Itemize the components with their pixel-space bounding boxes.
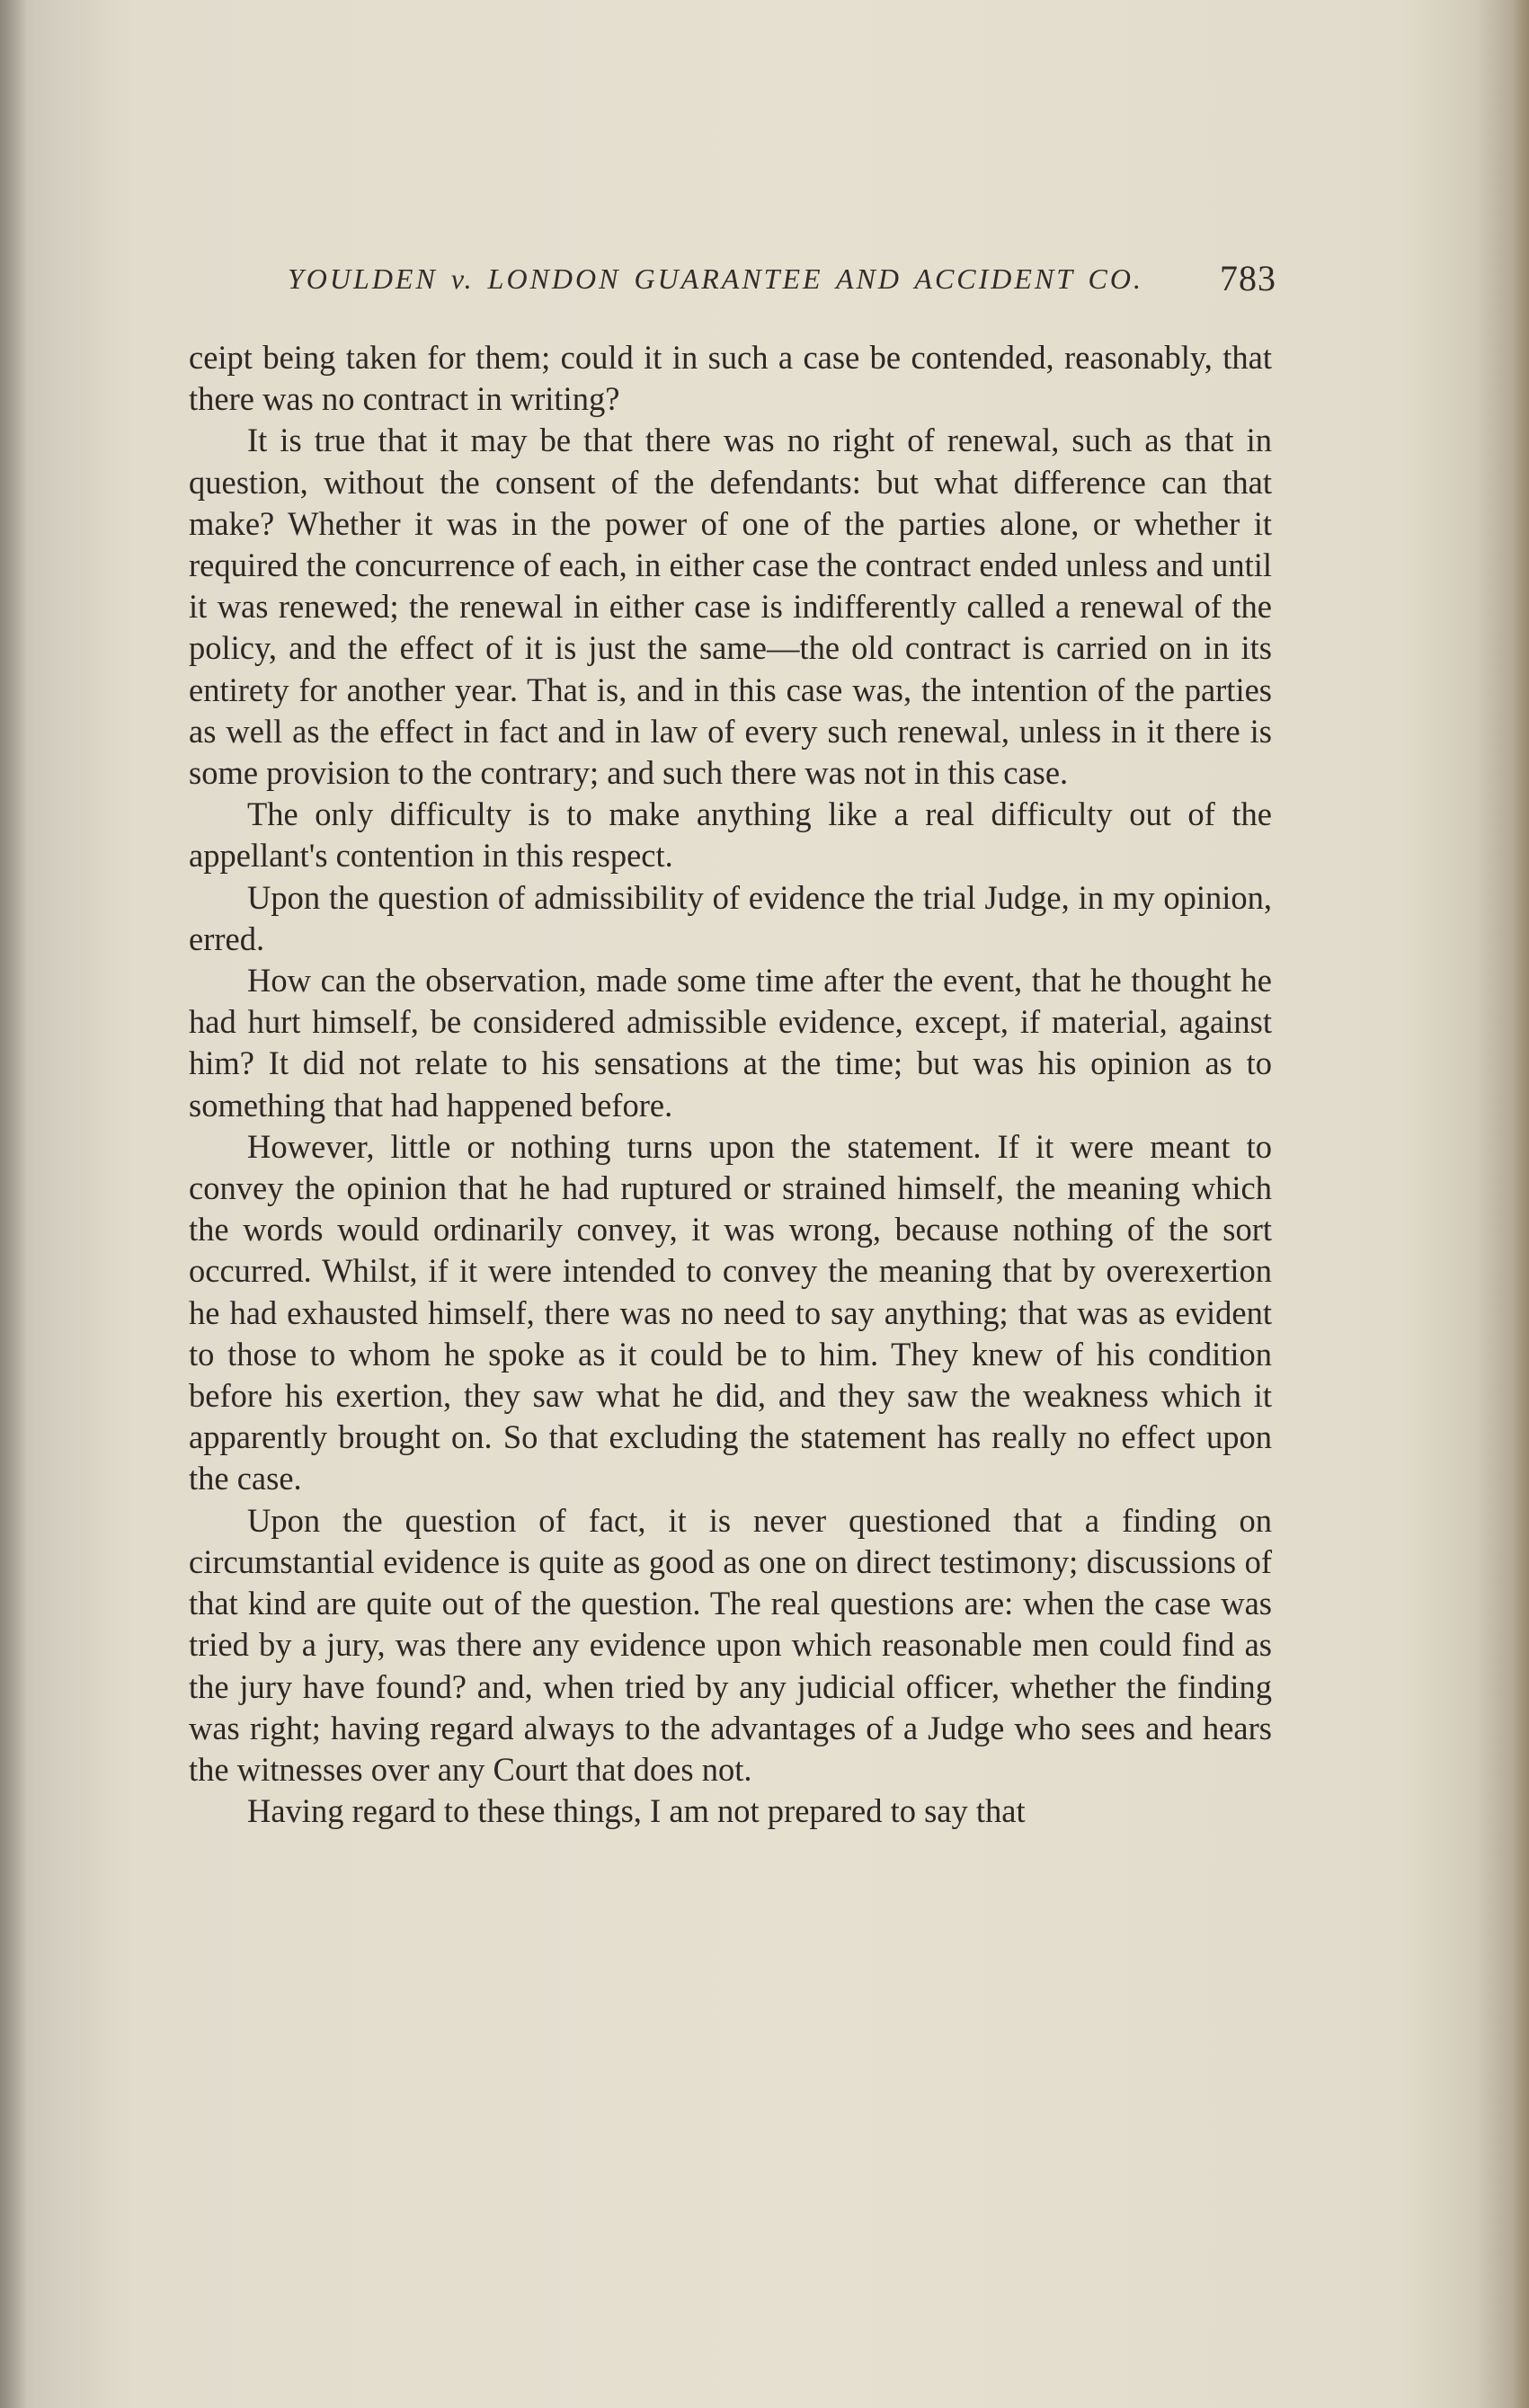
- page-edge-shadow: [1513, 0, 1529, 2408]
- paragraph-observation: How can the observation, made some time after the event, that he thought he had hurt himself, be considered admissible evidence, except, if material, against him? It did not relate to his sensations at the time; but was his opinion as to something that had happened before.: [189, 962, 1272, 1124]
- paragraph-final: Having regard to these things, I am not prepared to say that: [247, 1792, 1026, 1830]
- page-header: [288, 258, 1276, 307]
- paragraph-renewal: It is true that it may be that there was no right of renewal, such as that in question, without the consent of the defendants: but what difference can that make? Whether it was in the power of one of the parties alone, or whether it required the concurrence of each, in either case the contract ended unless and until it was renewed; the renewal in either case is indifferently called a renewal of the policy, and the effect of it is just the same—the old contract is carried on in its entirety for another year. That is, and in this case was, the intention of the parties as well as the effect in fact and in law of every such renewal, unless in it there is some provision to the contrary; and such there was not in this case.: [189, 422, 1272, 792]
- running-head: YOULDEN v. LONDON GUARANTEE AND ACCIDENT CO.: [288, 262, 1143, 295]
- paragraph-continued: ceipt being taken for them; could it in such a case be contended, reasonably, that there was no contract in writing?: [189, 339, 1272, 418]
- paragraph-difficulty: The only difficulty is to make anything like a real difficulty out of the appellant's contention in this respect.: [189, 795, 1272, 875]
- paragraph-question-of-fact: Upon the question of fact, it is never questioned that a finding on circumstantial evidence is quite as good as one on direct testimony; discussions of that kind are quite out of the question. The real questions are: when the case was tried by a jury, was there any evidence upon which reasonable men could find as the jury have found? and, when tried by any judicial officer, whether the finding was right; having regard always to the advantages of a Judge who sees and hears the witnesses over any Court that does not.: [189, 1501, 1272, 1788]
- paragraph-statement: However, little or nothing turns upon the statement. If it were meant to convey the opinion that he had ruptured or strained himself, the meaning which the words would ordinarily convey, it was wrong, because nothing of the sort occurred. Whilst, if it were intended to convey the meaning that by overexertion he had exhausted himself, there was no need to say anything; that was as evident to those to whom he spoke as it could be to him. They knew of his condition before his exertion, they saw what he did, and they saw the weakness which it apparently brought on. So that excluding the statement has really no effect upon the case.: [189, 1127, 1272, 1497]
- page-number: 783: [1220, 258, 1276, 298]
- body-text: [189, 337, 1272, 1832]
- binding-gutter-shadow: [0, 0, 27, 2408]
- paragraph-admissibility: Upon the question of admissibility of evidence the trial Judge, in my opinion, erred.: [189, 878, 1272, 957]
